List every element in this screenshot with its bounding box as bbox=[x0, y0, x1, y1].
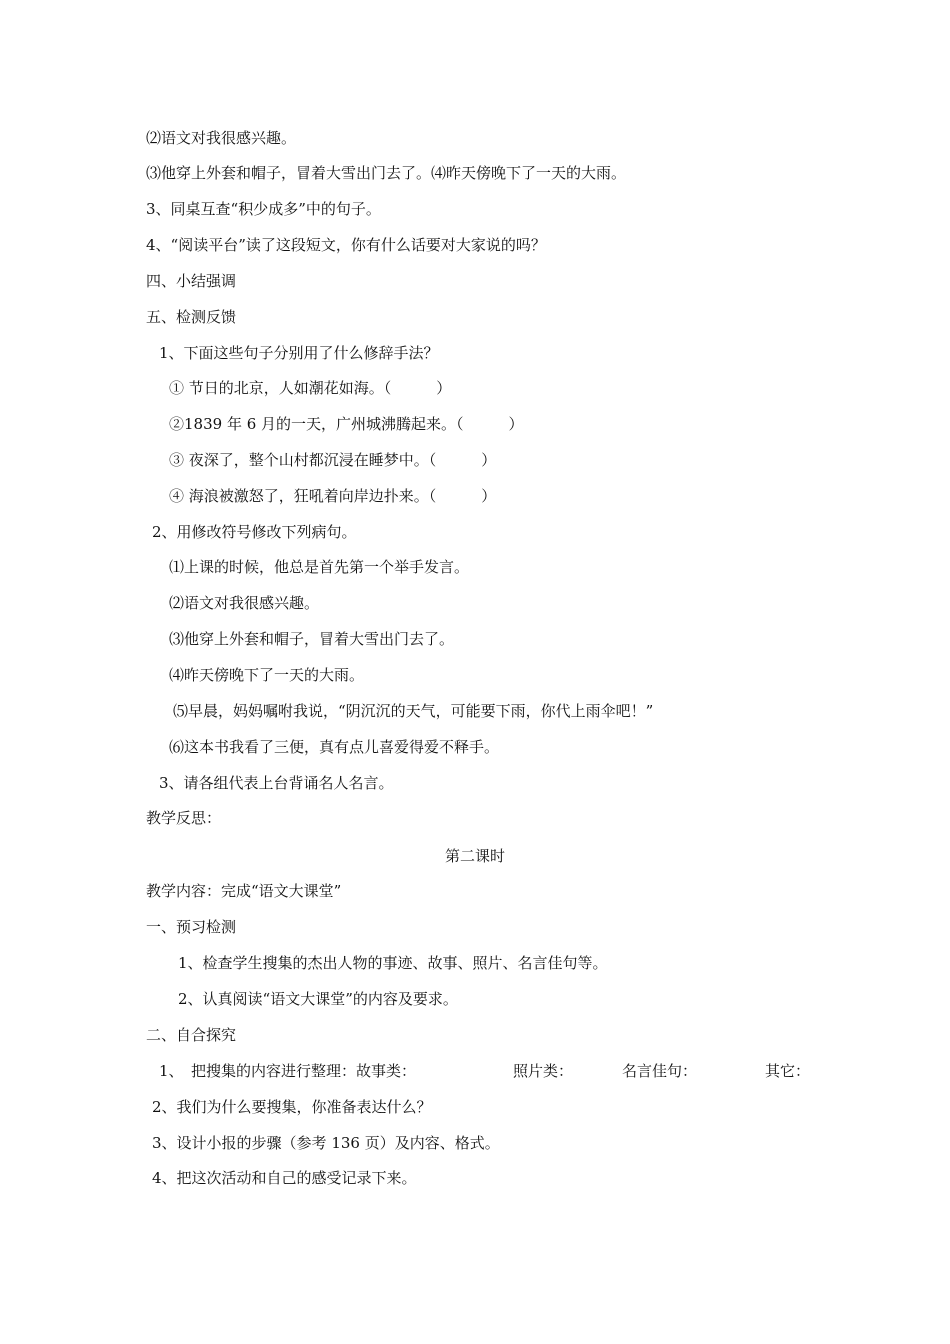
question-item: 2、用修改符号修改下列病句。 bbox=[152, 523, 357, 541]
section-heading: 四、小结强调 bbox=[146, 272, 237, 290]
sub-question: ⑵语文对我很感兴趣。 bbox=[169, 594, 320, 612]
category-label: 照片类： bbox=[513, 1062, 574, 1080]
question-item: 2、认真阅读“语文大课堂”的内容及要求。 bbox=[178, 990, 458, 1008]
question-item: 2、我们为什么要搜集，你准备表达什么？ bbox=[152, 1098, 432, 1116]
text-line: ⑵语文对我很感兴趣。 bbox=[146, 129, 297, 147]
sub-question: ③ 夜深了，整个山村都沉浸在睡梦中。（ ） bbox=[169, 451, 497, 469]
sub-question: ②1839 年 6 月的一天，广州城沸腾起来。（ ） bbox=[169, 415, 524, 433]
text-line: 3、同桌互查“积少成多”中的句子。 bbox=[146, 200, 381, 218]
category-label: 名言佳句： bbox=[622, 1062, 698, 1080]
sub-question: ⑸早晨，妈妈嘱咐我说，“阴沉沉的天气，可能要下雨，你代上雨伞吧！” bbox=[173, 702, 654, 720]
sub-question: ⑷昨天傍晚下了一天的大雨。 bbox=[169, 666, 365, 684]
text-line: 4、“阅读平台”读了这段短文，你有什么话要对大家说的吗？ bbox=[146, 236, 546, 254]
sub-question: ① 节日的北京，人如潮花如海。（ ） bbox=[169, 379, 452, 397]
sub-question: ⑹这本书我看了三便，真有点儿喜爱得爱不释手。 bbox=[169, 738, 500, 756]
section-heading: 五、检测反馈 bbox=[146, 308, 237, 326]
text-line: 教学内容：完成“语文大课堂” bbox=[146, 882, 342, 900]
lesson-title: 第二课时 bbox=[444, 847, 505, 865]
sub-question: ④ 海浪被激怒了，狂吼着向岸边扑来。（ ） bbox=[169, 487, 497, 505]
section-heading: 二、自合探究 bbox=[146, 1026, 237, 1044]
sub-question: ⑴上课的时候，他总是首先第一个举手发言。 bbox=[169, 558, 470, 576]
text-line: ⑶他穿上外套和帽子，冒着大雪出门去了。⑷昨天傍晚下了一天的大雨。 bbox=[146, 164, 627, 182]
question-item: 1、下面这些句子分别用了什么修辞手法？ bbox=[159, 344, 439, 362]
question-item: 3、请各组代表上台背诵名人名言。 bbox=[159, 774, 394, 792]
question-item: 3、设计小报的步骤（参考 136 页）及内容、格式。 bbox=[152, 1134, 500, 1152]
sub-question: ⑶他穿上外套和帽子，冒着大雪出门去了。 bbox=[169, 630, 455, 648]
question-item: 1、 把搜集的内容进行整理：故事类： bbox=[159, 1062, 417, 1080]
question-item: 1、检查学生搜集的杰出人物的事迹、故事、照片、名言佳句等。 bbox=[178, 954, 608, 972]
question-item: 4、把这次活动和自己的感受记录下来。 bbox=[152, 1169, 417, 1187]
section-heading: 教学反思： bbox=[146, 809, 222, 827]
section-heading: 一、预习检测 bbox=[146, 918, 237, 936]
category-label: 其它： bbox=[765, 1062, 811, 1080]
